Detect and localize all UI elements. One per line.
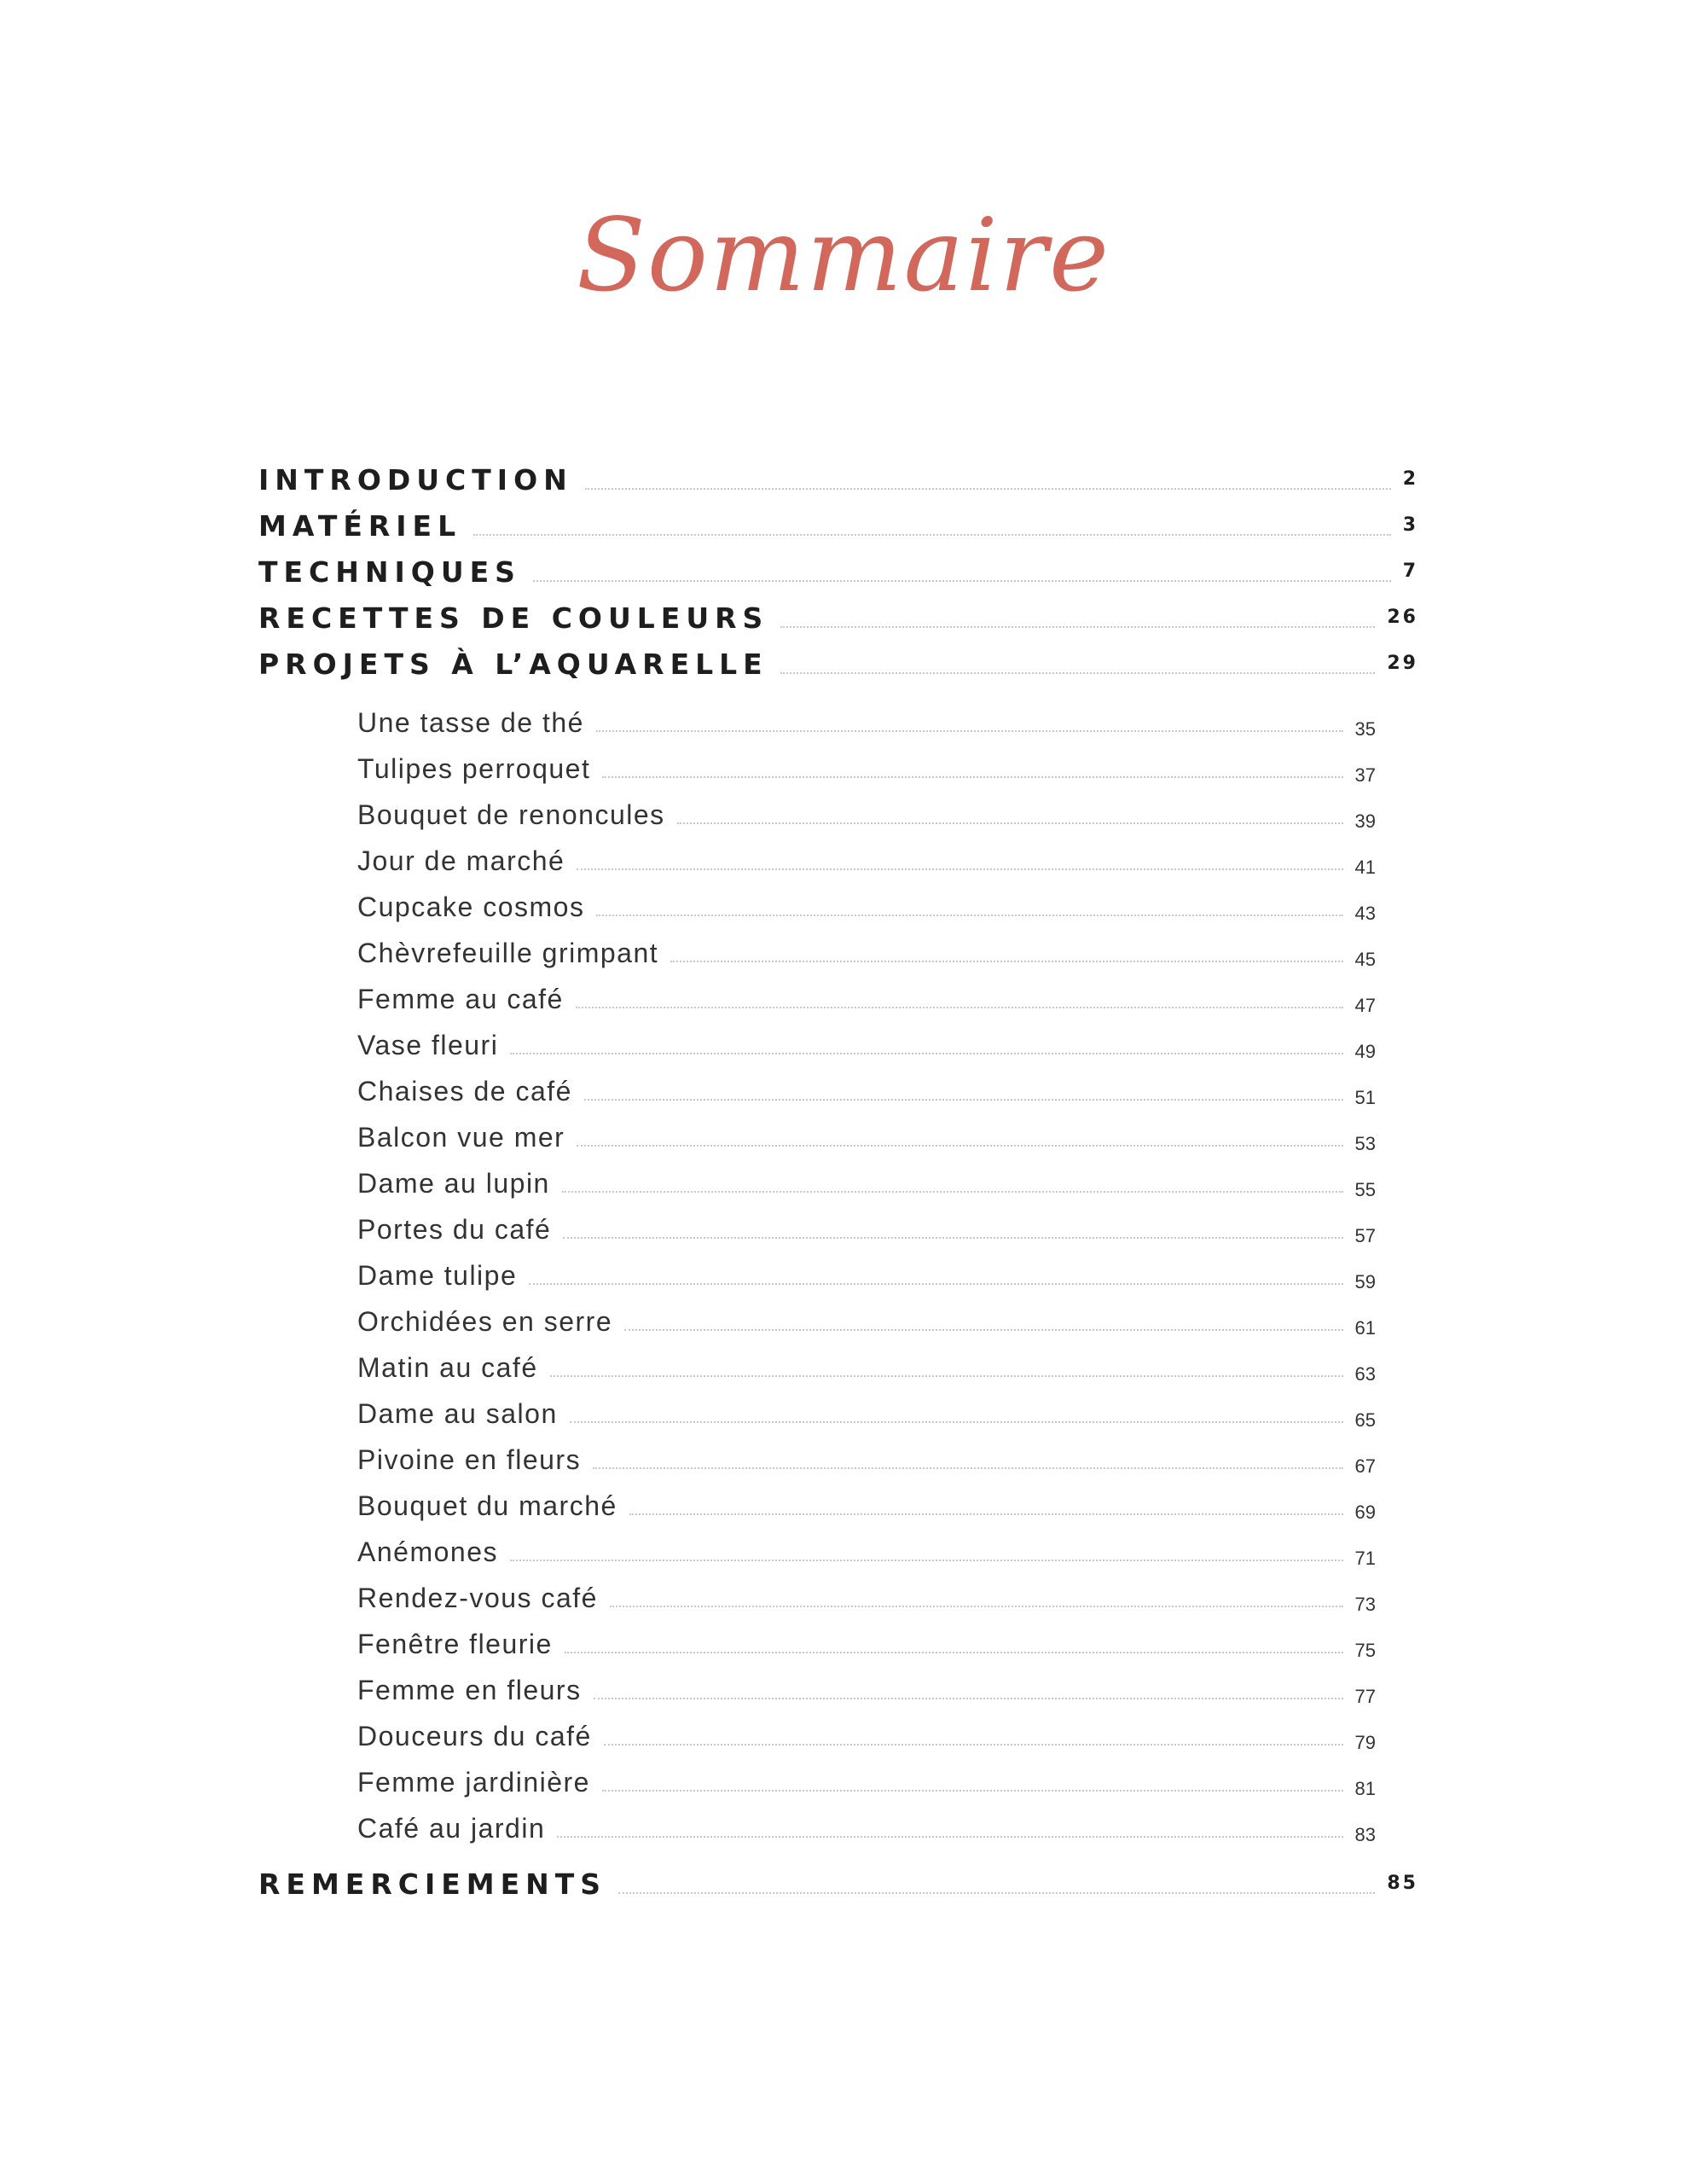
toc-section-remerciements[interactable] xyxy=(258,1855,1418,1901)
table-of-contents xyxy=(258,450,1418,1901)
toc-page-number: 29 xyxy=(1387,653,1418,674)
dot-leader xyxy=(610,1606,1343,1607)
dot-leader xyxy=(577,1145,1342,1147)
toc-page-number: 26 xyxy=(1387,607,1418,628)
toc-project-item[interactable] xyxy=(357,1338,1376,1384)
dot-leader xyxy=(602,776,1342,778)
dot-leader xyxy=(533,580,1391,582)
toc-project-label: Orchidées en serre xyxy=(357,1306,613,1337)
toc-project-item[interactable] xyxy=(357,1061,1376,1107)
dot-leader xyxy=(624,1329,1342,1331)
toc-page-number: 45 xyxy=(1354,949,1376,970)
dot-leader xyxy=(670,961,1342,962)
toc-project-label: Femme en fleurs xyxy=(357,1675,582,1705)
dot-leader xyxy=(529,1283,1342,1285)
toc-project-label: Jour de marché xyxy=(357,845,565,876)
toc-project-item[interactable] xyxy=(357,1107,1376,1153)
toc-project-label: Dame tulipe xyxy=(357,1260,518,1291)
toc-project-item[interactable] xyxy=(357,1015,1376,1061)
toc-section-label: PROJETS À L’AQUARELLE xyxy=(258,648,768,681)
toc-page-number: 61 xyxy=(1354,1317,1376,1339)
toc-page-number: 59 xyxy=(1354,1271,1376,1292)
toc-project-item[interactable] xyxy=(357,1430,1376,1476)
toc-page-number: 2 xyxy=(1402,468,1418,490)
toc-project-label: Dame au lupin xyxy=(357,1168,550,1199)
toc-section-techniques[interactable] xyxy=(258,543,1418,589)
toc-page-number: 67 xyxy=(1354,1455,1376,1477)
toc-page-number: 77 xyxy=(1354,1686,1376,1707)
toc-project-label: Douceurs du café xyxy=(357,1721,592,1751)
toc-section-label: MATÉRIEL xyxy=(258,509,462,543)
toc-section-label: INTRODUCTION xyxy=(258,463,573,497)
toc-page-number: 83 xyxy=(1354,1824,1376,1845)
dot-leader xyxy=(584,1099,1343,1101)
dot-leader xyxy=(576,1007,1343,1008)
toc-page-number: 3 xyxy=(1402,514,1418,536)
dot-leader xyxy=(585,488,1391,490)
dot-leader xyxy=(593,1467,1342,1469)
toc-page-number: 75 xyxy=(1354,1640,1376,1661)
toc-project-item[interactable] xyxy=(357,1752,1376,1798)
toc-project-label: Bouquet du marché xyxy=(357,1490,617,1521)
dot-leader xyxy=(594,1698,1343,1699)
dot-leader xyxy=(570,1421,1343,1423)
toc-project-label: Vase fleuri xyxy=(357,1030,499,1060)
toc-page-number: 65 xyxy=(1354,1409,1376,1431)
toc-page-number: 63 xyxy=(1354,1363,1376,1385)
toc-project-label: Matin au café xyxy=(357,1352,538,1383)
toc-project-item[interactable] xyxy=(357,1798,1376,1844)
dot-leader xyxy=(565,1652,1343,1653)
dot-leader xyxy=(780,626,1375,628)
dot-leader xyxy=(677,822,1343,824)
dot-leader xyxy=(563,1237,1342,1239)
toc-project-label: Cupcake cosmos xyxy=(357,892,585,922)
toc-page-number: 55 xyxy=(1354,1179,1376,1200)
toc-project-item[interactable] xyxy=(357,1522,1376,1568)
toc-project-label: Portes du café xyxy=(357,1214,552,1245)
toc-section-recettes[interactable] xyxy=(258,589,1418,635)
toc-project-label: Dame au salon xyxy=(357,1398,558,1429)
toc-page-number: 85 xyxy=(1387,1873,1418,1894)
toc-project-label: Chaises de café xyxy=(357,1076,572,1107)
toc-project-item[interactable] xyxy=(357,1246,1376,1292)
toc-page-number: 73 xyxy=(1354,1594,1376,1615)
toc-page-number: 35 xyxy=(1354,718,1376,740)
toc-page-number: 37 xyxy=(1354,764,1376,786)
dot-leader xyxy=(604,1744,1343,1745)
toc-project-label: Fenêtre fleurie xyxy=(357,1629,553,1659)
toc-project-item[interactable] xyxy=(357,1153,1376,1199)
toc-project-label: Tulipes perroquet xyxy=(357,753,591,784)
toc-project-label: Une tasse de thé xyxy=(357,707,584,738)
toc-project-label: Anémones xyxy=(357,1536,498,1567)
toc-page-number: 71 xyxy=(1354,1548,1376,1569)
toc-page-number: 43 xyxy=(1354,903,1376,924)
toc-project-label: Femme au café xyxy=(357,984,564,1014)
toc-project-item[interactable] xyxy=(357,831,1376,877)
toc-project-label: Bouquet de renoncules xyxy=(357,799,665,830)
toc-section-projets[interactable] xyxy=(258,635,1418,681)
toc-page-number: 7 xyxy=(1402,561,1418,582)
toc-page-number: 79 xyxy=(1354,1732,1376,1753)
dot-leader xyxy=(510,1560,1343,1561)
project-list xyxy=(258,693,1418,1844)
toc-page-number: 41 xyxy=(1354,857,1376,878)
toc-page-number: 53 xyxy=(1354,1133,1376,1154)
toc-section-introduction[interactable] xyxy=(258,450,1418,497)
dot-leader xyxy=(629,1513,1343,1515)
toc-project-item[interactable] xyxy=(357,1476,1376,1522)
dot-leader xyxy=(596,915,1342,916)
toc-project-item[interactable] xyxy=(357,1384,1376,1430)
toc-project-item[interactable] xyxy=(357,1614,1376,1660)
dot-leader xyxy=(473,534,1391,536)
toc-project-item[interactable] xyxy=(357,785,1376,831)
toc-section-label: TECHNIQUES xyxy=(258,555,521,589)
toc-page-number: 47 xyxy=(1354,995,1376,1016)
toc-project-item[interactable] xyxy=(357,1292,1376,1338)
dot-leader xyxy=(618,1892,1375,1894)
toc-project-item[interactable] xyxy=(357,1568,1376,1614)
toc-project-item[interactable] xyxy=(357,1199,1376,1246)
toc-project-item[interactable] xyxy=(357,693,1376,739)
toc-project-item[interactable] xyxy=(357,1706,1376,1752)
toc-project-label: Pivoine en fleurs xyxy=(357,1444,582,1475)
dot-leader xyxy=(780,672,1376,674)
toc-section-label: RECETTES DE COULEURS xyxy=(258,601,769,635)
toc-page-number: 69 xyxy=(1354,1502,1376,1523)
dot-leader xyxy=(550,1375,1343,1377)
dot-leader xyxy=(510,1053,1342,1054)
toc-project-item[interactable] xyxy=(357,969,1376,1015)
toc-project-label: Femme jardinière xyxy=(357,1767,590,1798)
toc-page-number: 57 xyxy=(1354,1225,1376,1246)
dot-leader xyxy=(562,1191,1343,1193)
toc-page-number: 49 xyxy=(1354,1041,1376,1062)
toc-project-label: Chèvrefeuille grimpant xyxy=(357,938,659,968)
toc-project-item[interactable] xyxy=(357,877,1376,923)
page-title: Sommaire xyxy=(577,196,1110,314)
dot-leader xyxy=(577,868,1342,870)
toc-section-label: REMERCIEMENTS xyxy=(258,1867,607,1901)
toc-project-item[interactable] xyxy=(357,1660,1376,1706)
toc-project-label: Balcon vue mer xyxy=(357,1122,565,1153)
toc-page-number: 39 xyxy=(1354,810,1376,832)
toc-page-number: 81 xyxy=(1354,1778,1376,1799)
toc-page-number: 51 xyxy=(1354,1087,1376,1108)
toc-project-label: Rendez-vous café xyxy=(357,1583,598,1613)
toc-project-item[interactable] xyxy=(357,923,1376,969)
toc-project-item[interactable] xyxy=(357,739,1376,785)
dot-leader xyxy=(557,1836,1342,1838)
toc-section-materiel[interactable] xyxy=(258,497,1418,543)
dot-leader xyxy=(596,730,1343,732)
dot-leader xyxy=(602,1790,1343,1792)
toc-project-label: Café au jardin xyxy=(357,1813,546,1844)
